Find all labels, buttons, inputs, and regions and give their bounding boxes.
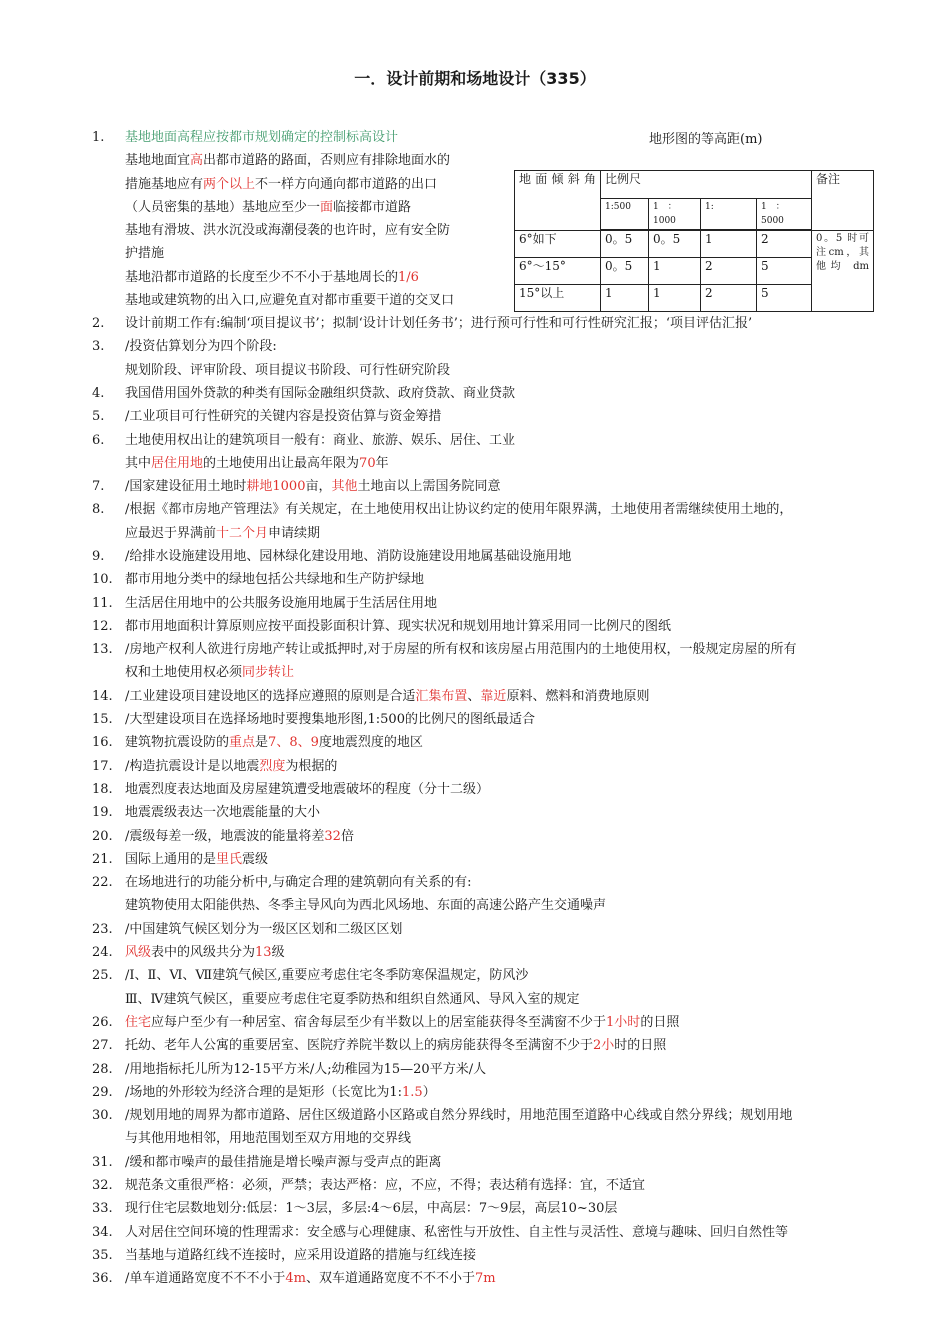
- item-number: 7.: [92, 479, 105, 495]
- highlight-text: 烈度: [259, 758, 286, 774]
- list-item: [92, 1221, 890, 1244]
- item-body: [125, 1151, 890, 1174]
- text-run: （人员密集的基地）基地应至少一: [125, 199, 321, 215]
- text-run: 应最迟于界满前: [125, 525, 217, 541]
- item-number: 34.: [92, 1224, 113, 1240]
- text-run: /用地指标托儿所为12-15平方米/人;幼稚园为15—20平方米/人: [125, 1061, 487, 1077]
- item-line: [125, 312, 890, 335]
- table-cell: 15°以上: [515, 284, 601, 311]
- item-line: [125, 568, 890, 591]
- list-item: [92, 1197, 890, 1220]
- text-run: 不一样方向通向都市道路的出口: [255, 176, 438, 192]
- item-line: [125, 1267, 890, 1290]
- list-item: [92, 941, 890, 964]
- item-line: [125, 592, 890, 615]
- text-run: 生活居住用地中的公共服务设施用地属于生活居住用地: [125, 595, 438, 611]
- item-number: 18.: [92, 782, 113, 797]
- item-line: 基地有滑坡、洪水沉没或海潮侵袭的也许时，应有安全防: [125, 223, 451, 239]
- header-scale: 比例尺: [601, 171, 812, 199]
- item-body: [125, 545, 890, 568]
- highlight-text: 风级: [125, 945, 152, 961]
- text-run: 规划阶段、评审阶段、项目提议书阶段、可行性研究阶段: [125, 362, 451, 378]
- item-number: 19.: [92, 805, 113, 821]
- highlight-text: 十二个月: [216, 525, 269, 541]
- list-item: [92, 1058, 890, 1081]
- text-run: /震级每差一级，地震波的能量将差: [125, 828, 325, 844]
- table-cell: 2: [701, 284, 757, 311]
- text-run: 土地使用权出让的建筑项目一般有：商业、旅游、娱乐、居住、工业: [125, 432, 516, 448]
- item-body: [125, 1244, 890, 1267]
- list-item: [92, 335, 890, 382]
- item-line: [125, 825, 890, 848]
- item-line: [125, 498, 890, 521]
- text-run: 应每户至少有一种居室、宿舍每层至少有半数以上的居室能获得冬至满窗不少于: [151, 1015, 607, 1030]
- item-body: [125, 429, 890, 476]
- item-body: [125, 312, 890, 335]
- item-body: [125, 1197, 890, 1220]
- item-line: [125, 848, 890, 871]
- list-item: [92, 778, 890, 801]
- item-line: [125, 778, 890, 801]
- list-item: [92, 731, 890, 754]
- item-number: 31.: [92, 1154, 113, 1170]
- item-line: [125, 382, 890, 405]
- highlight-text: 1小时: [606, 1015, 641, 1030]
- text-run: 原料、燃料和消费地原则: [506, 688, 650, 704]
- item-body: [125, 475, 890, 498]
- item-number: 35.: [92, 1248, 113, 1263]
- item-body: [125, 848, 890, 871]
- text-run: 基地沿都市道路的长度至少不不小于基地周长的: [125, 269, 399, 285]
- item-line: [125, 685, 890, 708]
- list-item: [92, 382, 890, 405]
- highlight-text: 面: [320, 199, 334, 215]
- list-item: [92, 685, 890, 708]
- header-note: 备注: [812, 171, 874, 231]
- item-number: 6.: [92, 432, 105, 448]
- item-line: [125, 405, 890, 428]
- item-line: [125, 615, 890, 638]
- list-item: [92, 312, 890, 335]
- list-item: [92, 755, 890, 778]
- item-number: 29.: [92, 1084, 113, 1100]
- highlight-text: 13: [255, 945, 272, 961]
- text-run: 国际上通用的是: [125, 851, 217, 867]
- highlight-text: 靠近: [480, 688, 507, 704]
- highlight-text: 1/6: [398, 269, 419, 285]
- item-number: 25.: [92, 968, 113, 984]
- item-body: [125, 755, 890, 778]
- list-item: [92, 1151, 890, 1174]
- item-body: [125, 1267, 890, 1290]
- text-run: 临接都市道路: [333, 199, 412, 215]
- text-run: 建筑物抗震设防的: [125, 735, 230, 751]
- item-body: [125, 592, 890, 615]
- item-body: [125, 1174, 890, 1197]
- item-number: 10.: [92, 572, 113, 588]
- text-run: 土地亩以上需国务院同意: [357, 479, 501, 495]
- text-run: 都市用地面积计算原则应按平面投影面积计算、现实状况和规划用地计算采用同一比例尺的图纸: [125, 618, 672, 634]
- list-item: [92, 1267, 890, 1290]
- highlight-text: 重点: [229, 735, 256, 751]
- table-cell: 2: [701, 257, 757, 284]
- item-line: [125, 359, 890, 382]
- item-number: 13.: [92, 642, 113, 658]
- item-line: [125, 1174, 890, 1197]
- item-line: 基地或建筑物的出入口,应避免直对都市重要干道的交叉口: [125, 293, 455, 309]
- highlight-text: 2小: [593, 1038, 615, 1054]
- text-run: 建筑物使用太阳能供热、冬季主导风向为西北风场地、东面的高速公路产生交通噪声: [125, 898, 607, 914]
- highlight-text: 汇集布置: [415, 688, 468, 704]
- item-body: [125, 825, 890, 848]
- text-run: /单车道通路宽度不不不小于: [125, 1271, 286, 1287]
- text-run: 年: [375, 455, 389, 471]
- text-run: /场地的外形较为经济合理的是矩形（长宽比为1:: [125, 1084, 403, 1100]
- item-body: [125, 1034, 890, 1057]
- text-run: Ⅲ、Ⅳ建筑气候区，重要应考虑住宅夏季防热和组织自然通风、导风入室的规定: [125, 991, 580, 1007]
- item-line: [125, 429, 890, 452]
- item-line: 基地地面高程应按都市规划确定的控制标高设计: [125, 130, 399, 145]
- item-line: [125, 522, 890, 545]
- item-line: 护措施: [125, 246, 165, 262]
- list-item: [92, 638, 890, 685]
- item-line: [125, 475, 890, 498]
- highlight-text: 两个以上: [203, 176, 256, 192]
- item-body: [125, 801, 890, 824]
- text-run: 亩，: [305, 479, 332, 495]
- item-number: 12.: [92, 618, 113, 634]
- item-body: [125, 871, 890, 918]
- text-run: 地震震级表达一次地震能量的大小: [125, 805, 321, 821]
- highlight-text: 7、8、9: [268, 735, 319, 751]
- text-run: 的日照: [640, 1015, 680, 1030]
- text-run: 规范条文重很严格：必须，严禁；表达严格：应，不应，不得；表达稍有选择：宜，不适宜: [125, 1178, 646, 1194]
- page-title: 一．设计前期和场地设计（335）: [354, 69, 596, 88]
- item-number: 9.: [92, 549, 105, 564]
- list-item: [92, 964, 890, 1011]
- text-run: 表中的风级共分为: [151, 945, 256, 961]
- item-body: [125, 382, 890, 405]
- item-body: [125, 335, 890, 382]
- text-run: /大型建设项目在选择场地时要搜集地形图,1:500的比例尺的图纸最适合: [125, 712, 535, 728]
- item-number: 4.: [92, 385, 105, 401]
- text-run: /房地产权利人欲进行房地产转让或抵押时,对于房屋的所有权和该房屋占用范围内的土地使用权，一般规定房屋的所有: [125, 642, 797, 658]
- text-run: 基地地面宜: [125, 153, 191, 169]
- table-cell: 1: [649, 257, 701, 284]
- list-item: [92, 429, 890, 476]
- item-line: [125, 755, 890, 778]
- list-item: [92, 825, 890, 848]
- item-number: 36.: [92, 1271, 113, 1287]
- item-line: [125, 708, 890, 731]
- item-number: 3.: [92, 339, 105, 355]
- highlight-text: 里氏: [216, 851, 243, 867]
- item-line: [125, 964, 890, 987]
- item-line: [125, 894, 890, 917]
- item-body: [125, 941, 890, 964]
- item-number: 2.: [92, 316, 105, 331]
- item-body: [125, 918, 890, 941]
- text-run: /规划用地的周界为都市道路、居住区级道路小区路或自然分界线时，用地范围至道路中心线或自然分界线；规划用地: [125, 1108, 793, 1124]
- text-run: 托幼、老年人公寓的重要居室、医院疗养院半数以上的病房能获得冬至满窗不少于: [125, 1038, 594, 1054]
- text-run: /缓和都市噪声的最佳措施是增长噪声源与受声点的距离: [125, 1154, 442, 1170]
- item-number: 21.: [92, 851, 113, 867]
- list-item: [92, 848, 890, 871]
- text-run: 当基地与道路红线不连接时，应采用设道路的措施与红线连接: [125, 1248, 477, 1263]
- list-item: [92, 592, 890, 615]
- item-body: [125, 498, 890, 545]
- item-body: [125, 615, 890, 638]
- item-line: [125, 988, 890, 1011]
- text-run: 都市用地分类中的绿地包括公共绿地和生产防护绿地: [125, 572, 425, 588]
- text-run: /中国建筑气候区划分为一级区区划和二级区区划: [125, 921, 403, 937]
- item-line: [125, 731, 890, 754]
- item-number: 14.: [92, 688, 113, 704]
- list-item: [92, 498, 890, 545]
- item-body: [125, 1104, 890, 1151]
- item-number: 32.: [92, 1178, 113, 1194]
- item-line: [125, 1011, 890, 1034]
- scale-cell: 1 ：1000: [649, 199, 701, 231]
- list-item: [92, 1081, 890, 1104]
- item-line: [125, 1197, 890, 1220]
- text-run: 与其他用地相邻，用地范围划至双方用地的交界线: [125, 1131, 412, 1147]
- item-line: [125, 1151, 890, 1174]
- item-line: [125, 452, 890, 475]
- text-run: 的土地使用出让最高年限为: [203, 455, 360, 471]
- item-number: 1.: [92, 130, 105, 145]
- list-item: [92, 568, 890, 591]
- list-item: [92, 475, 890, 498]
- item-body: [125, 1221, 890, 1244]
- item-number: 16.: [92, 735, 113, 751]
- contour-interval-table: [514, 170, 874, 312]
- table-cell: 5: [757, 284, 812, 311]
- text-run: 权和土地使用权必须: [125, 665, 243, 681]
- header-slope: 地 面 倾 斜 角: [515, 171, 601, 231]
- list-item: [92, 1174, 890, 1197]
- scale-cell: 1:500: [601, 199, 649, 231]
- text-run: 措施基地应有: [125, 176, 204, 192]
- item-line: [125, 545, 890, 568]
- list-item: [92, 405, 890, 428]
- item-number: 33.: [92, 1201, 113, 1217]
- list-item: [92, 871, 890, 918]
- item-body: [125, 1081, 890, 1104]
- highlight-text: 1.5: [402, 1084, 423, 1100]
- item-number: 11.: [92, 595, 113, 611]
- item-number: 5.: [92, 409, 105, 425]
- text-run: 现行住宅层数地划分:低层：1～3层，多层:4～6层，中高层：7～9层，高层10~30层: [125, 1201, 618, 1217]
- item-number: 26.: [92, 1015, 113, 1030]
- item-number: 28.: [92, 1061, 113, 1077]
- item-body: [125, 568, 890, 591]
- item-body: [125, 1058, 890, 1081]
- table-cell: 0。5: [601, 257, 649, 284]
- text-run: 出都市道路的路面，否则应有排除地面水的: [203, 153, 451, 169]
- item-line: [125, 918, 890, 941]
- item-number: 27.: [92, 1038, 113, 1054]
- table-cell: 1: [601, 284, 649, 311]
- table-note: 0。5 时可 注cm，其他均 dm: [812, 230, 874, 311]
- text-run: /工业项目可行性研究的关键内容是投资估算与资金筹措: [125, 409, 442, 425]
- item-line: [125, 1104, 890, 1127]
- text-run: 申请续期: [268, 525, 321, 541]
- text-run: /构造抗震设计是以地震: [125, 758, 260, 774]
- list-item: [92, 615, 890, 638]
- item-line: [125, 1244, 890, 1267]
- item-line: [125, 638, 890, 661]
- list-item: [92, 801, 890, 824]
- highlight-text: 70: [359, 455, 376, 471]
- list-item: [92, 708, 890, 731]
- item-number: 17.: [92, 758, 113, 774]
- highlight-text: 32: [324, 828, 341, 844]
- item-line: [125, 1081, 890, 1104]
- item-body: [125, 964, 890, 1011]
- highlight-text: 7m: [475, 1271, 496, 1287]
- table-caption: 地形图的等高距(m): [649, 132, 763, 147]
- text-run: 地震烈度表达地面及房屋建筑遭受地震破坏的程度（分十二级）: [125, 782, 490, 797]
- item-line: [125, 871, 890, 894]
- item-number: 20.: [92, 828, 113, 844]
- highlight-text: 耕地1000: [246, 479, 306, 495]
- text-run: /根据《都市房地产管理法》有关规定，在土地使用权出让协议约定的使用年限界满，土地使用者需继续使用土地的，: [125, 502, 793, 518]
- list-item: [92, 1104, 890, 1151]
- list-item: [92, 1034, 890, 1057]
- text-run: 人对居住空间环境的性理需求：安全感与心理健康、私密性与开放性、自主性与灵活性、意境与趣味、回归自然性等: [125, 1224, 789, 1240]
- text-run: /投资估算划分为四个阶段:: [125, 339, 277, 355]
- highlight-text: 4m: [285, 1271, 306, 1287]
- item-line: [125, 801, 890, 824]
- text-run: /国家建设征用土地时: [125, 479, 247, 495]
- item-body: [125, 778, 890, 801]
- highlight-text: 高: [190, 153, 204, 169]
- text-run: 、: [467, 688, 481, 704]
- item-number: 24.: [92, 945, 113, 961]
- text-run: 是: [255, 735, 269, 751]
- text-run: /工业建设项目建设地区的选择应遵照的原则是合适: [125, 688, 416, 704]
- text-run: 级: [271, 945, 285, 961]
- highlight-text: 其他: [331, 479, 358, 495]
- item-number: 15.: [92, 712, 113, 728]
- text-run: 倍: [340, 828, 354, 844]
- table-cell: 6°如下: [515, 230, 601, 257]
- text-run: 设计前期工作有:编制‘项目提议书’；拟制‘设计计划任务书’；进行预可行性和可行性研究汇报；‘项目评估汇报’: [125, 316, 753, 331]
- scale-cell: 1:: [701, 199, 757, 231]
- table-cell: 1: [701, 230, 757, 257]
- item-line: [125, 1221, 890, 1244]
- item-number: 22.: [92, 875, 113, 891]
- table-cell: 0。5: [649, 230, 701, 257]
- table-cell: 2: [757, 230, 812, 257]
- text-run: 我国借用国外贷款的种类有国际金融组织贷款、政府贷款、商业贷款: [125, 385, 516, 401]
- text-run: /Ⅰ、Ⅱ、Ⅵ、Ⅶ建筑气候区,重要应考虑住宅冬季防寒保温规定，防风沙: [125, 968, 529, 984]
- item-number: 8.: [92, 502, 105, 518]
- item-body: [125, 731, 890, 754]
- list-item: [92, 1244, 890, 1267]
- item-line: [125, 661, 890, 684]
- item-body: [125, 1011, 890, 1034]
- text-run: 在场地进行的功能分析中,与确定合理的建筑朝向有关系的有:: [125, 875, 472, 891]
- item-number: 30.: [92, 1108, 113, 1124]
- text-run: ）: [422, 1084, 436, 1100]
- highlight-text: 住宅: [125, 1015, 152, 1030]
- item-line: [125, 1127, 890, 1150]
- item-line: [125, 1034, 890, 1057]
- item-line: [125, 941, 890, 964]
- table-cell: 6°～15°: [515, 257, 601, 284]
- table-cell: 5: [757, 257, 812, 284]
- item-body: [125, 638, 890, 685]
- text-run: 其中: [125, 455, 152, 471]
- scale-cell: 1 ：5000: [757, 199, 812, 231]
- text-run: 震级: [242, 851, 269, 867]
- item-body: [125, 685, 890, 708]
- text-run: 度地震烈度的地区: [318, 735, 423, 751]
- item-line: [125, 1058, 890, 1081]
- highlight-text: 居住用地: [151, 455, 204, 471]
- list-item: [92, 545, 890, 568]
- text-run: 、双车道通路宽度不不不小于: [306, 1271, 476, 1287]
- text-run: /给排水设施建设用地、园林绿化建设用地、消防设施建设用地属基础设施用地: [125, 549, 572, 564]
- item-body: [125, 405, 890, 428]
- list-item: [92, 1011, 890, 1034]
- list-item: [92, 918, 890, 941]
- text-run: 为根据的: [285, 758, 338, 774]
- item-line: [125, 335, 890, 358]
- text-run: 时的日照: [614, 1038, 667, 1054]
- item-body: [125, 708, 890, 731]
- table-cell: 1: [649, 284, 701, 311]
- table-cell: 0。5: [601, 230, 649, 257]
- highlight-text: 同步转让: [242, 665, 295, 681]
- item-number: 23.: [92, 921, 113, 937]
